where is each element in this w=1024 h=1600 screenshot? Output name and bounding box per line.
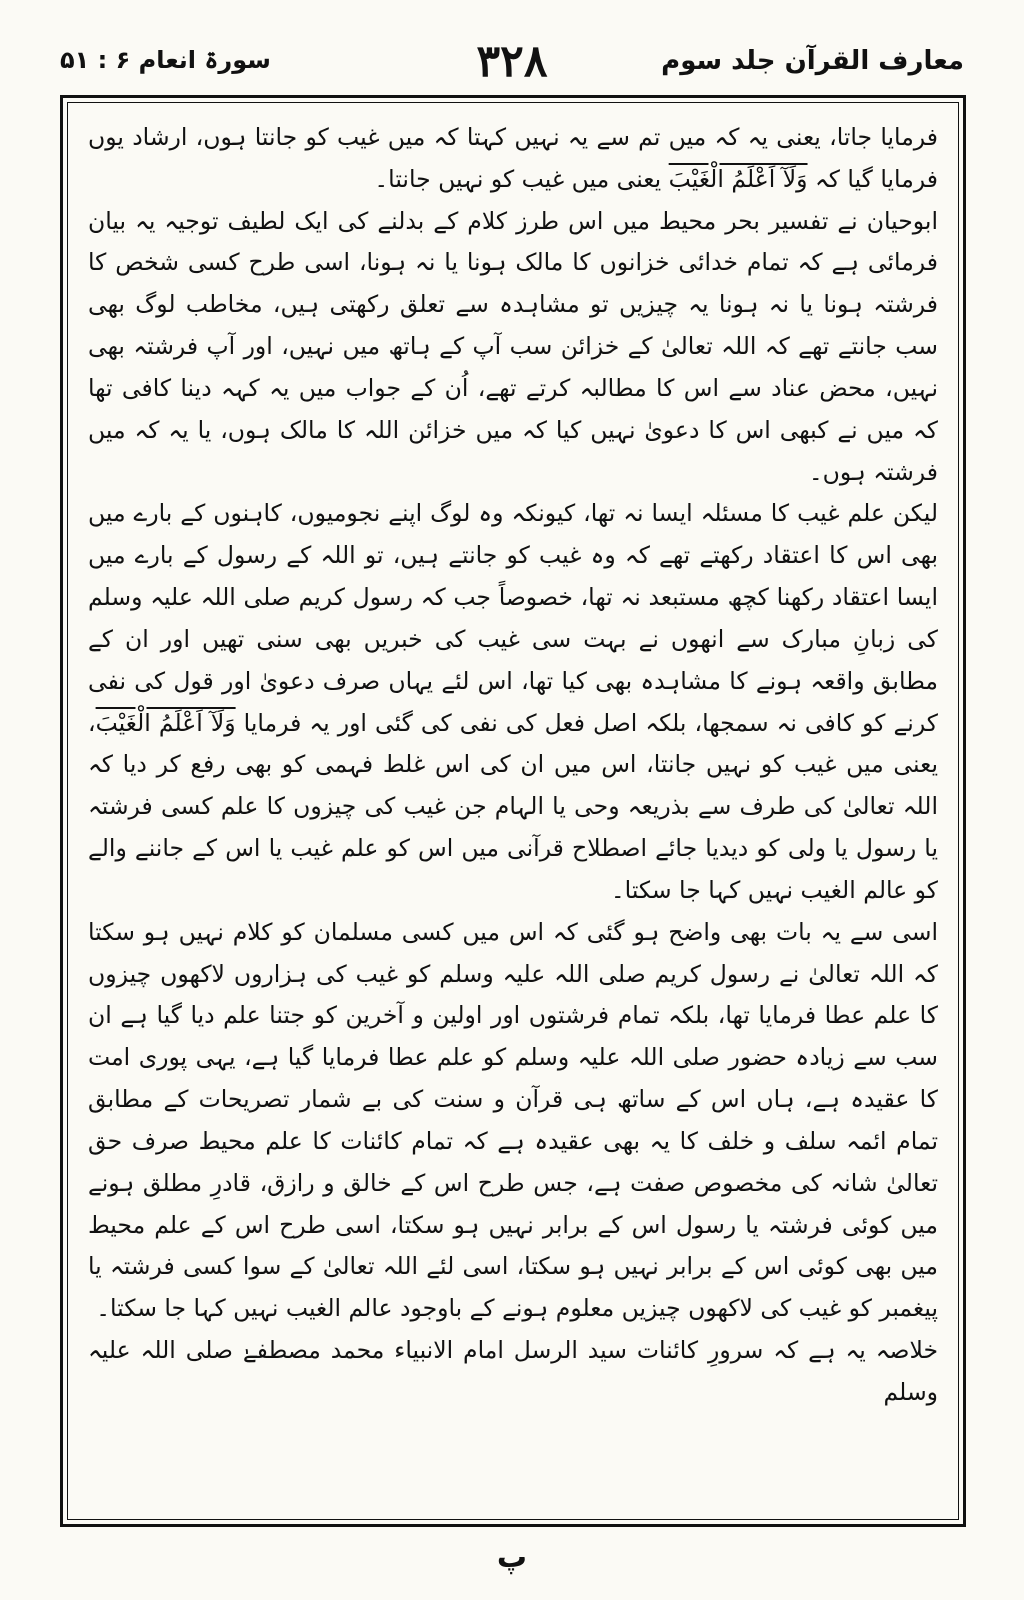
- paragraph-text: لیکن علم غیب کا مسئلہ ایسا نہ تھا، کیونکہ وہ لوگ اپنے نجومیوں، کاہنوں کے بارے میں بھی اس کا اعتقاد رکھتے تھے کہ وہ غیب کو جانتے ہیں، تو اللہ کے رسول کے بارے میں ایسا اعتقاد رکھنا کچھ مستبعد نہ تھا، خصوصاً جب کہ رسول کریم صلی اللہ علیہ وسلم کی زبانِ مبارک سے انھوں نے بہت سی غیب کی خبریں بھی سنی تھیں اور ان کے مطابق واقعہ ہونے کا مشاہدہ بھی کیا تھا، اس لئے یہاں صرف دعویٰ اور قول کی نفی کرنے کو کافی نہ سمجھا، بلکہ اصل فعل کی نفی کی گئی اور یہ فرمایا: [88, 499, 938, 737]
- quranic-quote: وَلَآ اَعْلَمُ الْغَيْبَ: [668, 164, 808, 193]
- surah-reference: سورۃ انعام ۶ : ۵۱: [60, 46, 271, 74]
- paragraph-text: خلاصہ یہ ہے کہ سرورِ کائنات سید الرسل امام الانبیاء محمد مصطفےٰ صلی اللہ علیہ وسلم: [88, 1336, 938, 1406]
- paragraph-text: فرمایا جاتا، یعنی یہ کہ میں تم سے یہ نہیں کہتا کہ میں غیب کو جانتا ہوں، ارشاد یوں فرمایا گیا کہ: [88, 123, 938, 193]
- book-title: معارف القرآن جلد سوم: [661, 46, 964, 76]
- paragraph-text: ابوحیان نے تفسیر بحر محیط میں اس طرز کلام کے بدلنے کی ایک لطیف توجیہ یہ بیان فرمائی ہے کہ تمام خدائی خزانوں کا مالک ہونا یا نہ ہونا، اسی طرح کسی شخص کا فرشتہ ہونا یا نہ ہونا یہ چیزیں تو مشاہدہ سے تعلق رکھتی ہیں، مخاطب لوگ بھی سب جانتے تھے کہ اللہ تعالیٰ کے خزائن سب آپ کے ہاتھ میں نہیں، اور آپ فرشتہ بھی نہیں، محض عناد سے اس کا مطالبہ کرتے تھے، اُن کے جواب میں یہ کہہ دینا کافی تھا کہ میں نے کبھی اس کا دعویٰ نہیں کیا کہ میں خزائن اللہ کا مالک ہوں، یا یہ کہ میں فرشتہ ہوں۔: [88, 206, 938, 486]
- paragraph: [88, 1330, 938, 1414]
- page-number: ۳۲۸: [476, 36, 548, 87]
- page-header: [60, 36, 964, 96]
- paragraph: [88, 201, 938, 494]
- paragraph: [88, 117, 938, 201]
- paragraph-text: یعنی میں غیب کو نہیں جانتا۔: [374, 164, 669, 193]
- footer-mark: پ: [496, 1540, 528, 1575]
- paragraph-text: اسی سے یہ بات بھی واضح ہو گئی کہ اس میں کسی مسلمان کو کلام نہیں ہو سکتا کہ اللہ تعالیٰ نے رسول کریم صلی اللہ علیہ وسلم کو غیب کی ہزاروں لاکھوں چیزوں کا علم عطا فرمایا تھا، بلکہ تمام فرشتوں اور اولین و آخرین کو جتنا علم دیا گیا ہے ان سب سے زیادہ حضور صلی اللہ علیہ وسلم کو علم عطا فرمایا گیا ہے، یہی پوری امت کا عقیدہ ہے، ہاں اس کے ساتھ ہی قرآن و سنت کی بے شمار تصریحات کے مطابق تمام ائمہ سلف و خلف کا یہ بھی عقیدہ ہے کہ تمام کائنات کا علم محیط صرف حق تعالیٰ شانہ کی مخصوص صفت ہے، جس طرح اس کے خالق و رازق، قادرِ مطلق ہونے میں کوئی فرشتہ یا رسول اس کے برابر نہیں ہو سکتا، اسی طرح اس کے علم محیط میں بھی کوئی اس کے برابر نہیں ہو سکتا، اسی لئے اللہ تعالیٰ کے سوا کسی فرشتہ یا پیغمبر کو غیب کی لاکھوں چیزیں معلوم ہونے کے باوجود عالم الغیب نہیں کہا جا سکتا۔: [88, 917, 938, 1323]
- text-frame-inner: [67, 102, 959, 1520]
- paragraph: [88, 493, 938, 911]
- quranic-quote: وَلَآ اَعْلَمُ الْغَيْبَ: [95, 708, 236, 737]
- paragraph: [88, 912, 938, 1330]
- text-frame: [60, 95, 966, 1527]
- body-text: [88, 117, 938, 1414]
- paragraph-text: ، یعنی میں غیب کو نہیں جانتا، اس میں ان کی اس غلط فہمی کو بھی رفع کر دیا کہ اللہ تعالیٰ کی طرف سے بذریعہ وحی یا الہام جن غیب کی چیزوں کا علم کسی فرشتہ یا رسول یا ولی کو دیدیا جائے اصطلاح قرآنی میں اس کو علم غیب یا اس کے جاننے والے کو عالم الغیب نہیں کہا جا سکتا۔: [88, 708, 938, 904]
